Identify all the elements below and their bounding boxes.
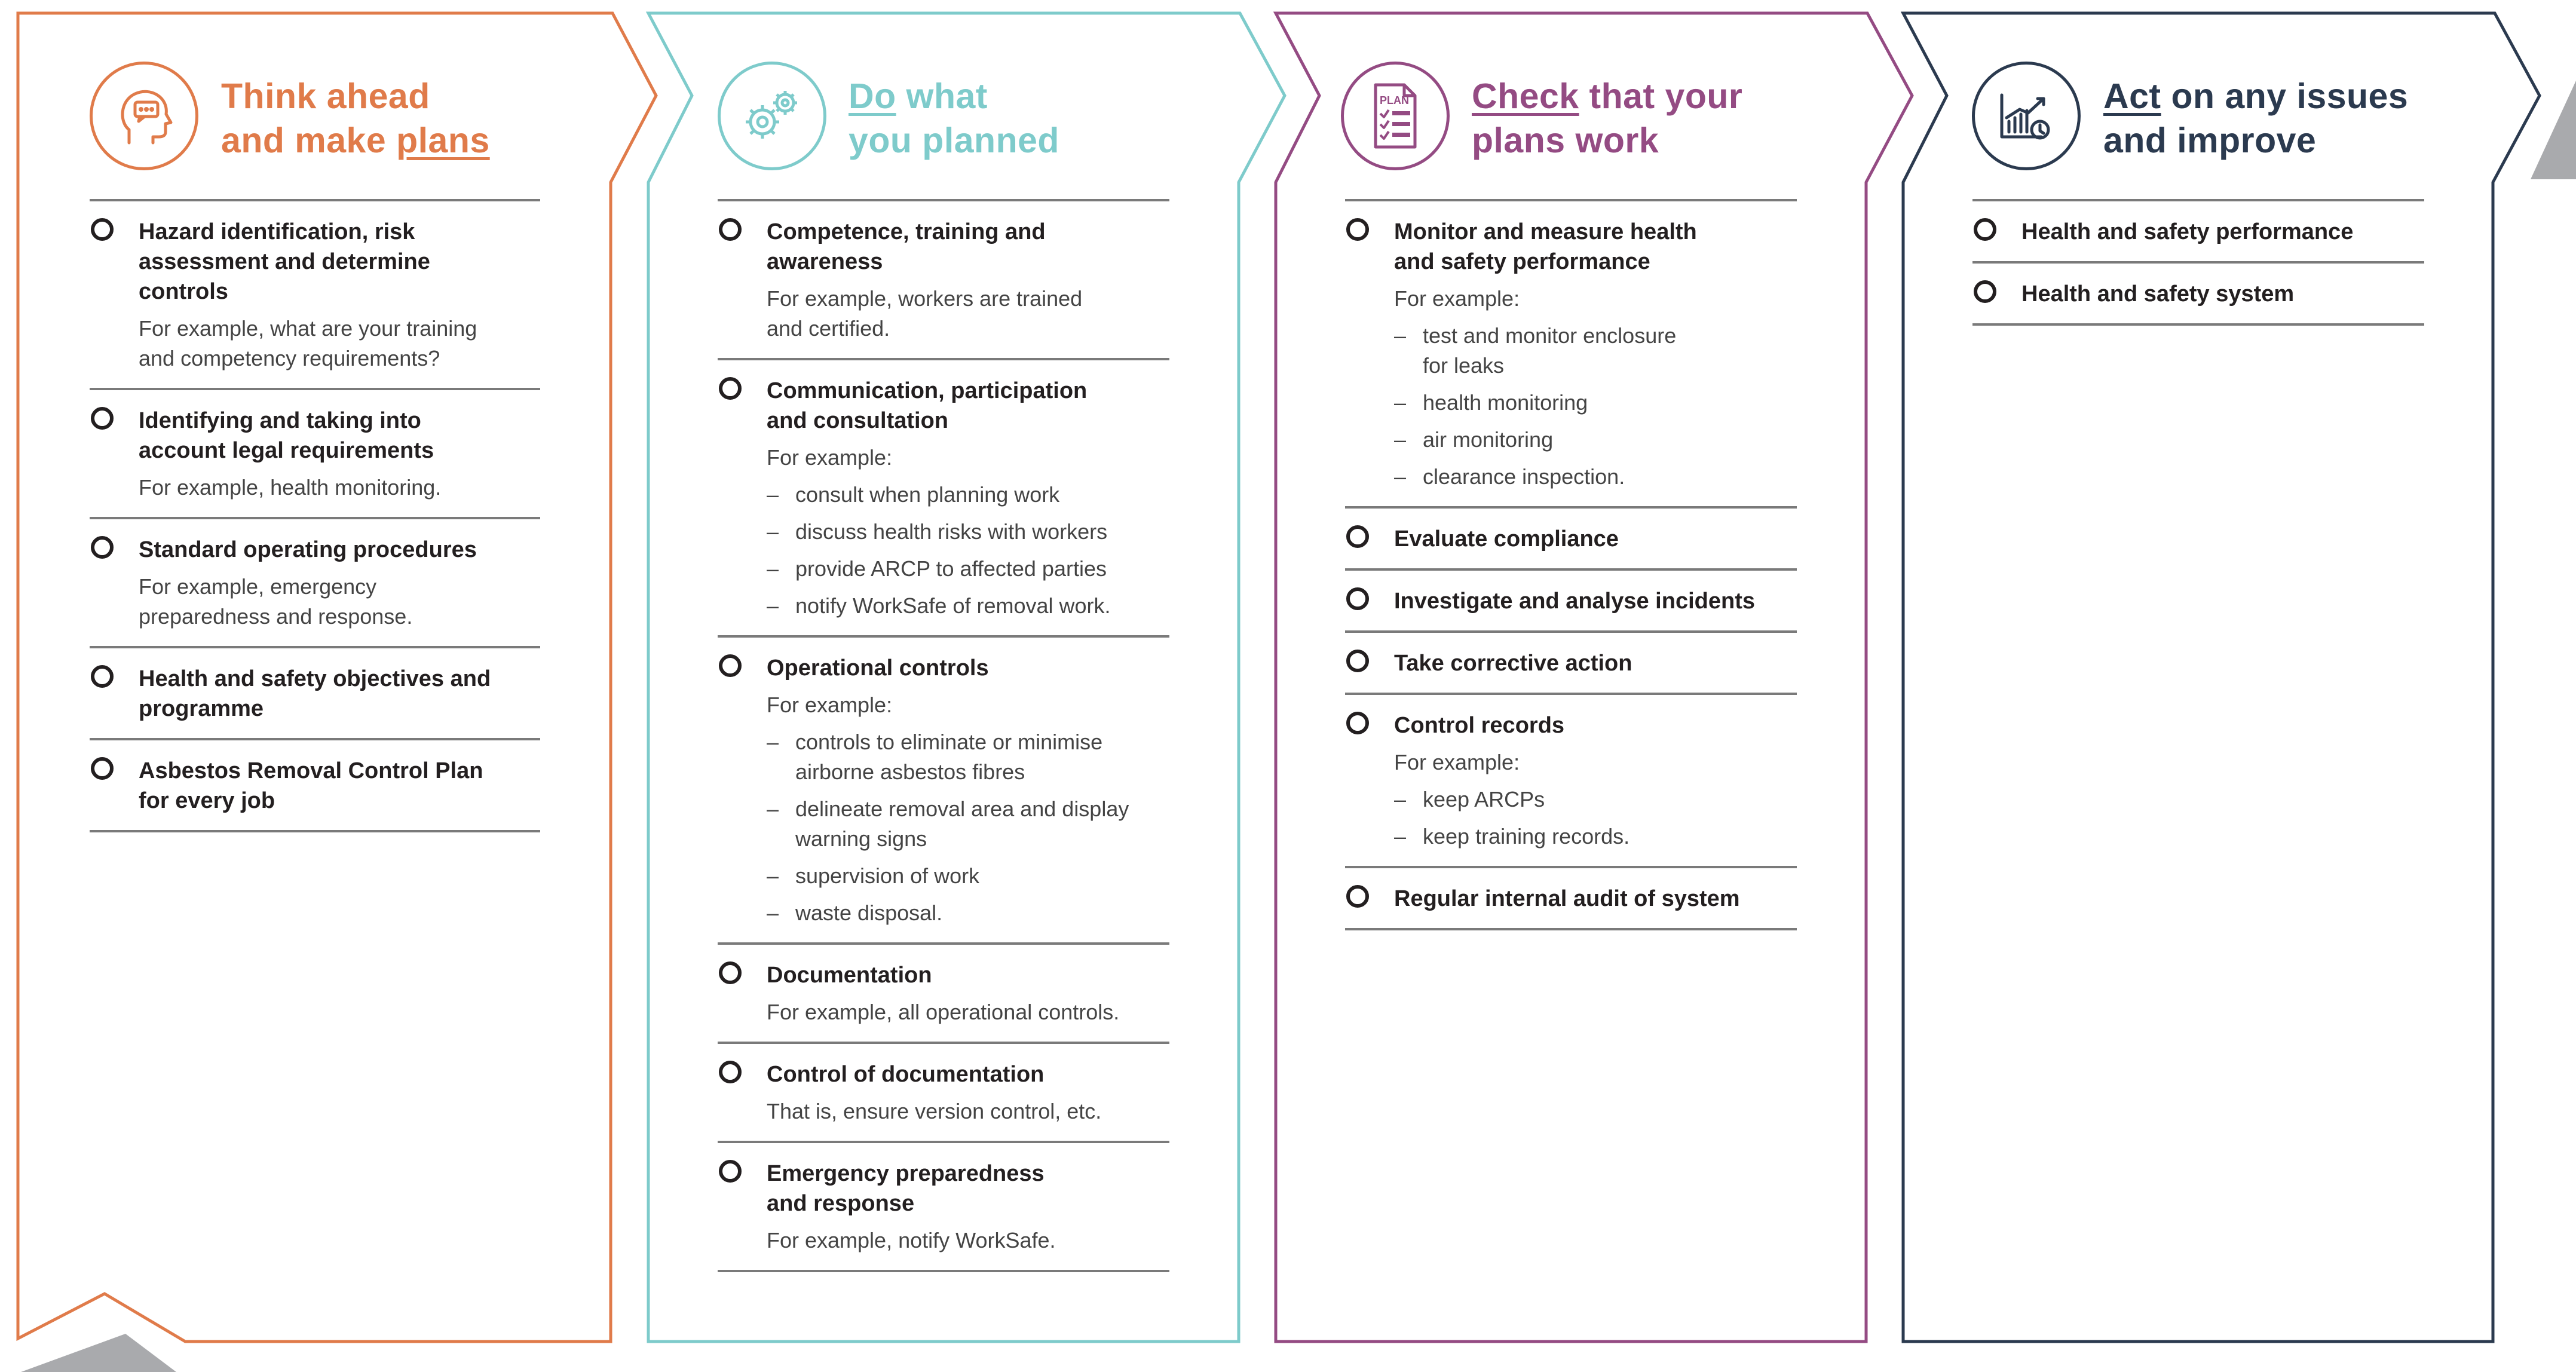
item-description: For example, emergency preparedness and response. — [139, 574, 413, 629]
chart-improve-icon — [1993, 83, 2059, 149]
checkbox-circle[interactable] — [719, 961, 742, 984]
checklist-item — [1345, 868, 1797, 930]
sub-item: – waste disposal. — [767, 898, 1169, 928]
sub-list — [1394, 321, 1797, 492]
checkbox-circle[interactable] — [91, 757, 114, 780]
plan-label: PLAN — [1380, 94, 1409, 106]
sub-item: – discuss health risks with workers — [767, 517, 1169, 547]
checklist-item — [718, 360, 1169, 638]
plan-checklist — [90, 199, 540, 832]
item-title: Monitor and measure health and safety performance — [1394, 219, 1697, 274]
checkbox-circle[interactable] — [719, 1160, 742, 1183]
item-description: For example: — [767, 445, 893, 470]
item-title: Identifying and taking into account legal requirements — [139, 408, 434, 463]
checklist-item — [90, 648, 540, 740]
checklist-item — [718, 638, 1169, 945]
checklist-item — [90, 740, 540, 832]
checklist-item — [1972, 264, 2424, 326]
checkbox-circle[interactable] — [1346, 587, 1369, 610]
checkbox-circle[interactable] — [91, 665, 114, 688]
do-checklist — [718, 199, 1169, 1272]
checklist-item — [90, 519, 540, 648]
checkbox-circle[interactable] — [1346, 885, 1369, 908]
item-title: Standard operating procedures — [139, 537, 477, 562]
act-panel — [1903, 0, 2543, 1372]
do-title — [849, 74, 1059, 163]
do-title-line-2: you planned — [849, 121, 1059, 160]
item-description: For example, what are your training and competency requirements? — [139, 316, 477, 370]
check-title-line-1: Check that your — [1472, 76, 1743, 116]
checkbox-circle[interactable] — [91, 407, 114, 430]
act-checklist — [1972, 199, 2424, 326]
item-title: Emergency preparedness and response — [767, 1161, 1045, 1216]
sub-item: – air monitoring — [1394, 425, 1797, 455]
sub-item: – controls to eliminate or minimise airborne asbestos fibres — [767, 727, 1169, 787]
checklist-item — [1345, 695, 1797, 868]
plan-title-line-2: and make plans — [221, 121, 490, 160]
sub-list — [767, 480, 1169, 621]
item-title: Health and safety performance — [2021, 219, 2354, 244]
checkbox-circle[interactable] — [1346, 525, 1369, 548]
checklist-item — [718, 1143, 1169, 1272]
act-icon-circle — [1972, 62, 2081, 170]
sub-item: – health monitoring — [1394, 388, 1797, 418]
sub-item: – keep training records. — [1394, 822, 1797, 852]
item-title: Evaluate compliance — [1394, 526, 1619, 552]
sub-item: – clearance inspection. — [1394, 462, 1797, 492]
item-title: Take corrective action — [1394, 651, 1632, 676]
checkbox-circle[interactable] — [91, 536, 114, 559]
sub-item: – supervision of work — [767, 861, 1169, 891]
checkbox-circle[interactable] — [719, 654, 742, 677]
gears-icon — [736, 80, 808, 152]
act-title-line-1: Act on any issues — [2103, 76, 2409, 116]
sub-item: – provide ARCP to affected parties — [767, 554, 1169, 584]
check-icon-circle — [1341, 62, 1450, 170]
item-title: Health and safety objectives and programme — [139, 666, 491, 721]
sub-list — [767, 727, 1169, 928]
head-speech-icon — [111, 83, 177, 149]
item-description: For example, notify WorkSafe. — [767, 1228, 1056, 1252]
sub-item: – keep ARCPs — [1394, 785, 1797, 814]
checkbox-circle[interactable] — [1346, 218, 1369, 241]
item-title: Asbestos Removal Control Plan for every job — [139, 758, 483, 813]
check-panel — [1276, 0, 1915, 1372]
checklist-item — [1345, 571, 1797, 633]
item-title: Regular internal audit of system — [1394, 886, 1740, 911]
checklist-item — [718, 945, 1169, 1044]
do-panel — [648, 0, 1288, 1372]
item-title: Operational controls — [767, 656, 989, 681]
plan-title — [221, 74, 490, 163]
item-title: Control records — [1394, 713, 1565, 738]
item-title: Competence, training and awareness — [767, 219, 1046, 274]
check-checklist — [1345, 199, 1797, 930]
checklist-item — [1345, 633, 1797, 695]
act-title — [2103, 74, 2408, 163]
checkbox-circle[interactable] — [719, 218, 742, 241]
plan-panel — [0, 0, 657, 1372]
check-title-line-2: plans work — [1472, 121, 1659, 160]
checklist-item — [1972, 199, 2424, 264]
item-description: For example: — [1394, 750, 1520, 774]
sub-item: – delineate removal area and display warning signs — [767, 794, 1169, 854]
sub-item: – consult when planning work — [767, 480, 1169, 510]
checkbox-circle[interactable] — [1974, 218, 1996, 241]
item-description: For example: — [1394, 286, 1520, 311]
checkbox-circle[interactable] — [1974, 280, 1996, 303]
checkbox-circle[interactable] — [719, 1061, 742, 1083]
item-title: Hazard identification, risk assessment and determine controls — [139, 219, 430, 304]
checkbox-circle[interactable] — [719, 377, 742, 400]
checkbox-circle[interactable] — [1346, 712, 1369, 734]
item-title: Health and safety system — [2021, 281, 2295, 307]
checklist-item — [1345, 199, 1797, 509]
item-description: For example, health monitoring. — [139, 475, 442, 500]
item-title: Communication, participation and consultation — [767, 378, 1088, 433]
item-title: Documentation — [767, 963, 932, 988]
checklist-item — [90, 390, 540, 519]
plan-title-line-1: Think ahead — [221, 76, 430, 116]
plan-icon-circle — [90, 62, 198, 170]
do-title-line-1: Do what — [849, 76, 988, 116]
item-description: For example, workers are trained and certified. — [767, 286, 1083, 341]
item-description: For example: — [767, 693, 893, 717]
item-description: For example, all operational controls. — [767, 1000, 1120, 1024]
sub-item: – test and monitor enclosure for leaks — [1394, 321, 1797, 381]
checklist-item — [90, 199, 540, 390]
checkbox-circle[interactable] — [1346, 650, 1369, 672]
checklist-item — [718, 199, 1169, 360]
item-title: Investigate and analyse incidents — [1394, 589, 1755, 614]
act-title-line-2: and improve — [2103, 121, 2317, 160]
checklist-item — [1345, 509, 1797, 571]
checklist-item — [718, 1044, 1169, 1143]
checkbox-circle[interactable] — [91, 218, 114, 241]
sub-item: – notify WorkSafe of removal work. — [767, 591, 1169, 621]
check-title — [1472, 74, 1742, 163]
do-icon-circle — [718, 62, 826, 170]
item-title: Control of documentation — [767, 1062, 1045, 1087]
plan-checklist-icon — [1362, 80, 1428, 152]
item-description: That is, ensure version control, etc. — [767, 1099, 1102, 1123]
sub-list — [1394, 785, 1797, 852]
